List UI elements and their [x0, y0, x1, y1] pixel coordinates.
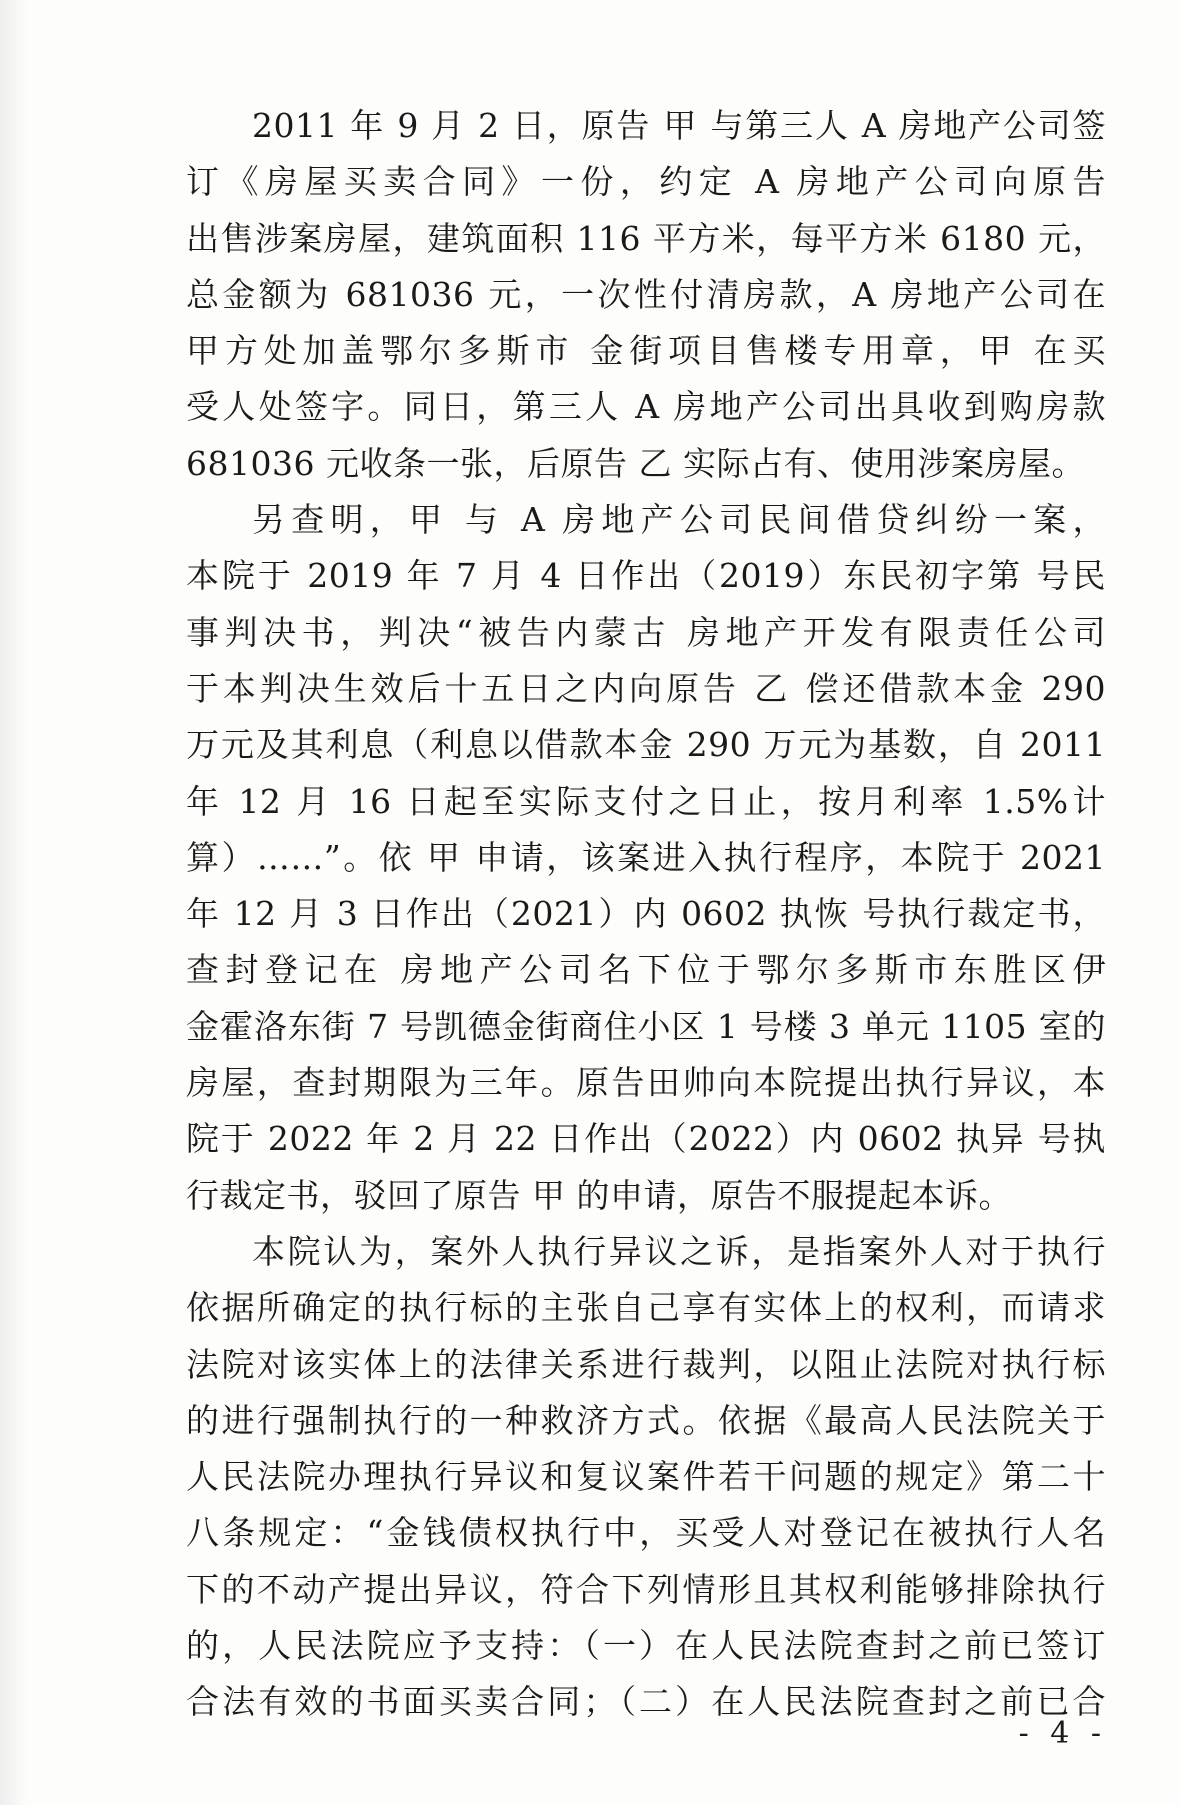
text-line: 2011 年 9 月 2 日，原告 甲 与第三人 A 房地产公司签	[252, 106, 1106, 145]
text-line: 院于 2022 年 2 月 22 日作出（2022）内 0602 执异 号执	[186, 1119, 1106, 1159]
text-line: 681036 元收条一张，后原告 乙 实际占有、使用涉案房屋。	[186, 443, 1085, 483]
text-line: 八条规定：“金钱债权执行中，买受人对登记在被执行人名	[186, 1513, 1106, 1553]
text-line: 事判决书，判决“被告内蒙古 房地产开发有限责任公司	[186, 612, 1106, 652]
text-line: 受人处签字。同日，第三人 A 房地产公司出具收到购房款	[186, 387, 1106, 427]
text-line: 行裁定书，驳回了原告 甲 的申请，原告不服提起本诉。	[186, 1175, 1012, 1215]
text-line: 合法有效的书面买卖合同；（二）在人民法院查封之前已合	[186, 1682, 1106, 1722]
text-line: 算）……”。依 甲 申请，该案进入执行程序，本院于 2021	[186, 837, 1106, 877]
text-line: 年 12 月 3 日作出（2021）内 0602 执恢 号执行裁定书，	[186, 894, 1106, 934]
text-line: 的进行强制执行的一种救济方式。依据《最高人民法院关于	[186, 1400, 1106, 1440]
text-line: 甲方处加盖鄂尔多斯市 金街项目售楼专用章，甲 在买	[186, 331, 1106, 371]
text-line: 人民法院办理执行异议和复议案件若干问题的规定》第二十	[186, 1457, 1106, 1497]
text-line: 查封登记在 房地产公司名下位于鄂尔多斯市东胜区伊	[186, 950, 1106, 990]
text-line: 于本判决生效后十五日之内向原告 乙 偿还借款本金 290	[186, 668, 1106, 708]
text-line: 房屋，查封期限为三年。原告田帅向本院提出执行异议，本	[186, 1063, 1106, 1103]
text-line: 订《房屋买卖合同》一份，约定 A 房地产公司向原告	[186, 162, 1106, 202]
text-line: 年 12 月 16 日起至实际支付之日止，按月利率 1.5%计	[186, 781, 1106, 821]
text-line: 另查明，甲 与 A 房地产公司民间借贷纠纷一案，	[252, 500, 1106, 540]
text-line: 本院于 2019 年 7 月 4 日作出（2019）东民初字第 号民	[186, 556, 1106, 596]
text-line: 万元及其利息（利息以借款本金 290 万元为基数，自 2011	[186, 725, 1106, 765]
page-number: - 4 -	[1018, 1716, 1107, 1751]
text-line: 依据所确定的执行标的主张自己享有实体上的权利，而请求	[186, 1288, 1106, 1328]
text-line: 本院认为，案外人执行异议之诉，是指案外人对于执行	[252, 1231, 1106, 1271]
text-line: 总金额为 681036 元，一次性付清房款，A 房地产公司在	[186, 274, 1106, 314]
text-line: 金霍洛东街 7 号凯德金街商住小区 1 号楼 3 单元 1105 室的	[186, 1006, 1106, 1046]
scan-edge-shadow	[0, 0, 28, 1805]
text-line: 法院对该实体上的法律关系进行裁判，以阻止法院对执行标	[186, 1344, 1106, 1384]
text-line: 出售涉案房屋，建筑面积 116 平方米，每平方米 6180 元，	[186, 218, 1106, 258]
text-line: 下的不动产提出异议，符合下列情形且其权利能够排除执行	[186, 1569, 1106, 1609]
text-line: 的，人民法院应予支持：（一）在人民法院查封之前已签订	[186, 1626, 1106, 1666]
document-body	[186, 98, 1106, 1731]
